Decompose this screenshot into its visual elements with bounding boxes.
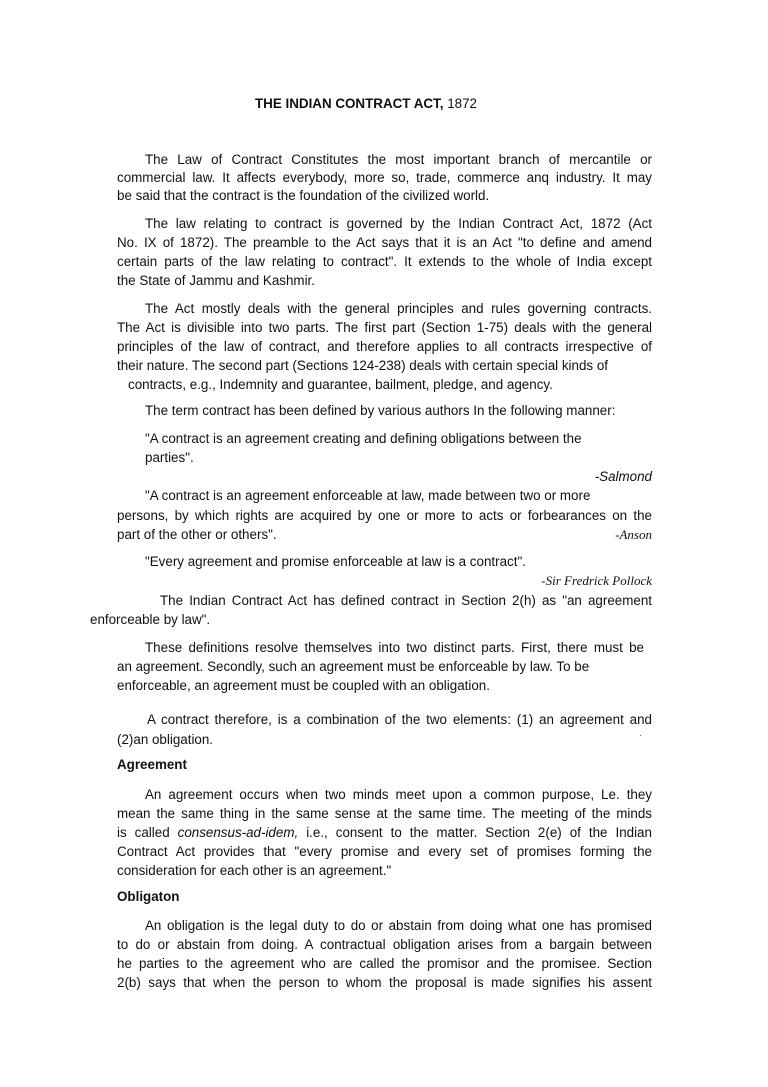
p1-line: commercial law. It affects everybody, more so, trade, commerce anq industry. It may xyxy=(117,170,652,185)
p2-line: the State of Jammu and Kashmir. xyxy=(117,273,315,288)
q3-author: -Sir Fredrick Pollock xyxy=(541,573,652,588)
p8-line: An agreement occurs when two minds meet upon a common purpose, Le. they xyxy=(145,787,652,802)
p9-line: An obligation is the legal duty to do or abstain from doing what one has promised xyxy=(145,918,652,933)
q2-line: persons, by which rights are acquired by one or more to acts or forbearances on the xyxy=(117,508,652,523)
document-title xyxy=(255,95,477,113)
p3-line: their nature. The second part (Sections 124-238) deals with certain special kinds of xyxy=(117,358,609,373)
q1-line: parties". xyxy=(145,450,194,465)
p3-line: contracts, e.g., Indemnity and guarantee, bailment, pledge, and agency. xyxy=(128,377,553,392)
q1-line: "A contract is an agreement creating and defining obligations between the xyxy=(145,431,582,446)
p2-line: certain parts of the law relating to contract". It extends to the whole of India except xyxy=(117,254,652,269)
p1-line: be said that the contract is the foundation of the civilized world. xyxy=(117,188,490,203)
p5-line: The Indian Contract Act has defined contract in Section 2(h) as "an agreement xyxy=(160,593,652,608)
p8-text: i.e., consent to the matter. Section 2(e) of the Indian xyxy=(306,825,652,840)
p6-line: These definitions resolve themselves into two distinct parts. First, there must be xyxy=(145,640,644,655)
q1-author: -Salmond xyxy=(594,469,652,484)
p7-line: A contract therefore, is a combination of the two elements: (1) an agreement and xyxy=(147,712,652,727)
heading-agreement: Agreement xyxy=(117,757,187,772)
p5-line: enforceable by law". xyxy=(90,612,211,627)
stray-mark: · xyxy=(639,730,643,741)
q2-line: "A contract is an agreement enforceable at law, made between two or more xyxy=(145,488,591,503)
p2-line: No. IX of 1872). The preamble to the Act says that it is an Act "to define and amend xyxy=(117,235,652,250)
p4-line: The term contract has been defined by various authors In the following manner: xyxy=(145,403,616,418)
p1-line: The Law of Contract Constitutes the most important branch of mercantile or xyxy=(145,152,652,167)
p8-line xyxy=(117,824,652,842)
p8-line: Contract Act provides that "every promise and every set of promises forming the xyxy=(117,844,652,859)
p8-line: mean the same thing in the same sense at the same time. The meeting of the minds xyxy=(117,806,652,821)
p9-line: to do or abstain from doing. A contractual obligation arises from a bargain between xyxy=(117,937,652,952)
p2-line: The law relating to contract is governed by the Indian Contract Act, 1872 (Act xyxy=(145,216,652,231)
p9-line: 2(b) says that when the person to whom the proposal is made signifies his assent xyxy=(117,975,652,990)
p3-line: principles of the law of contract, and therefore applies to all contracts irrespective of xyxy=(117,339,652,354)
heading-obligation: Obligaton xyxy=(117,889,180,904)
p7-line: (2)an obligation. xyxy=(117,732,214,747)
p8-line: consideration for each other is an agreement." xyxy=(117,863,392,878)
p3-line: The Act is divisible into two parts. The first part (Section 1-75) deals with the general xyxy=(117,320,652,335)
title-text: THE INDIAN CONTRACT ACT, xyxy=(255,96,444,111)
p3-line: The Act mostly deals with the general principles and rules governing contracts. xyxy=(145,301,652,316)
p6-line: an agreement. Secondly, such an agreement must be enforceable by law. To be xyxy=(117,659,590,674)
p8-term: consensus-ad-idem, xyxy=(177,825,299,840)
q2-line: part of the other or others". xyxy=(117,527,277,542)
p9-line: he parties to the agreement who are called the promisor and the promisee. Section xyxy=(117,956,652,971)
q3-line: "Every agreement and promise enforceable at law is a contract". xyxy=(145,554,526,569)
title-year: 1872 xyxy=(447,96,477,111)
p6-line: enforceable, an agreement must be coupled with an obligation. xyxy=(117,678,490,693)
q2-author: -Anson xyxy=(615,527,652,542)
p8-text: is called xyxy=(117,825,170,840)
